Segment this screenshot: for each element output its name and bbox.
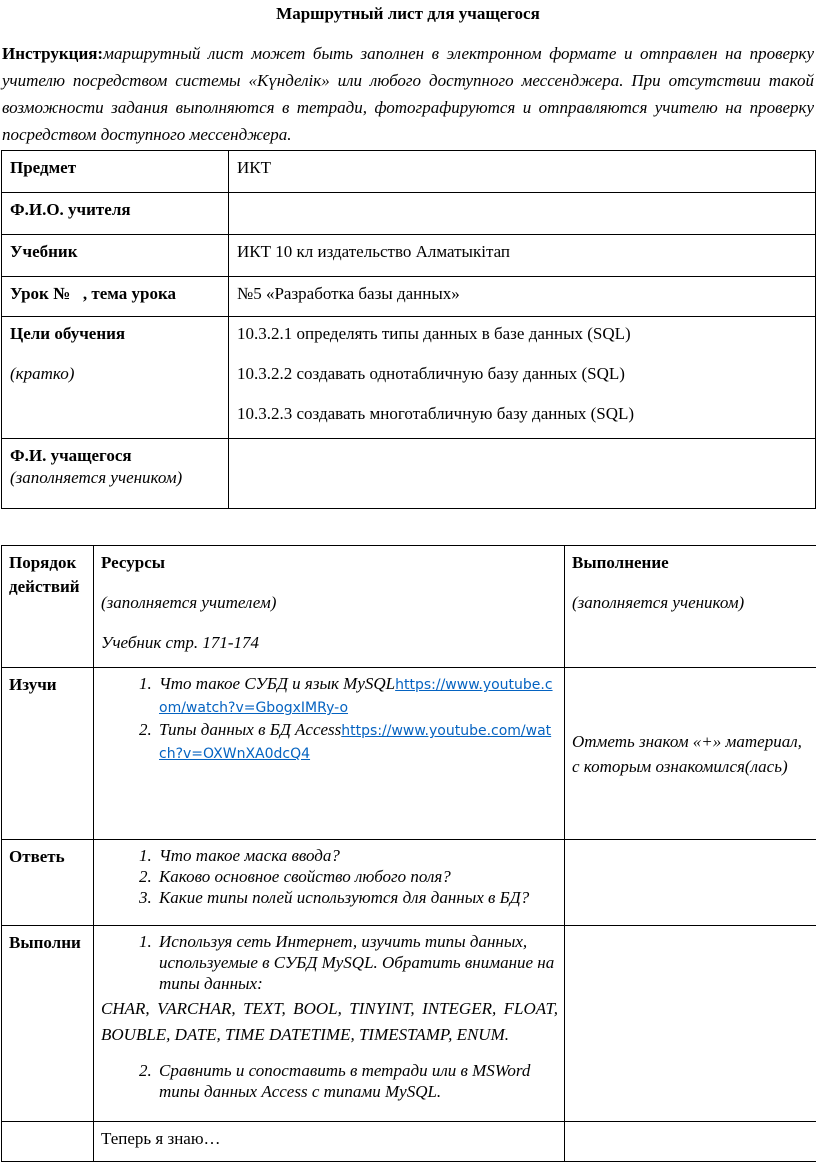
list-item: 3. Какие типы полей используются для данных в БД? [156,887,558,908]
cell-order-header [2,546,94,668]
goals-label: Цели обучения [10,324,126,343]
subject-value: ИКТ [237,158,271,177]
cell-know-empty [2,1122,94,1162]
info-table [1,150,816,509]
study-list [101,673,558,765]
row-student [2,439,816,509]
answer-label: Ответь [9,847,65,866]
cell-know[interactable] [94,1122,565,1162]
textbook-label: Учебник [10,242,78,261]
order-header: Порядок действий [9,553,80,596]
row-subject [2,151,816,193]
cell-answer-items [94,840,565,926]
route-table [1,545,816,1162]
row-know [2,1122,816,1162]
cell-know-execution[interactable] [565,1122,816,1162]
list-item: 1. Что такое маска ввода? [156,845,558,866]
cell-answer-label [2,840,94,926]
data-types: CHAR, VARCHAR, TEXT, BOOL, TINYINT, INTEGER, FLOAT, BOUBLE, DATE, TIME DATETIME, TIMESTAMP, ENUM. [101,999,558,1044]
page-title: Маршрутный лист для учащегося [276,4,540,23]
do-label: Выполни [9,933,81,952]
cell-goals-value[interactable] [229,317,816,439]
goal-item: 10.3.2.2 создавать однотабличную базу данных (SQL) [237,364,625,383]
study-execution-text: Отметь знаком «+» материал, с которым ознакомился(лась) [572,732,802,776]
row-goals [2,317,816,439]
cell-study-execution[interactable] [565,668,816,840]
teacher-label: Ф.И.О. учителя [10,200,131,219]
cell-student-value[interactable] [229,439,816,509]
row-study [2,668,816,840]
row-lesson [2,277,816,317]
goal-item: 10.3.2.1 определять типы данных в базе данных (SQL) [237,324,631,343]
cell-lesson-value[interactable] [229,277,816,317]
list-item: 2. Сравнить и сопоставить в тетради или в MSWord типы данных Access с типами MySQL. [156,1060,558,1102]
cell-study-label [2,668,94,840]
execution-note: (заполняется учеником) [572,593,745,612]
execution-header: Выполнение [572,553,669,572]
subject-label: Предмет [10,158,77,177]
cell-textbook-value[interactable] [229,235,816,277]
cell-teacher-value[interactable] [229,193,816,235]
cell-subject-value[interactable] [229,151,816,193]
goals-sublabel: (кратко) [10,364,75,383]
row-teacher [2,193,816,235]
list-item [156,673,558,719]
answer-list [101,845,558,908]
student-label: Ф.И. учащегося [10,446,132,465]
instruction-text: маршрутный лист может быть заполнен в электронном формате и отправлен на проверку учителю посредством системы «Күнделік» или любого доступного мессенджера. При отсутствии такой возможности задания выполняются в тетради, фотографируются и отправляются учителю на проверку посредством доступного мессенджера. [2,44,814,144]
cell-student-label [2,439,229,509]
video-link[interactable]: https://www.youtube.com/watch?v=GbogxIMRy-o [159,677,553,716]
study-label: Изучи [9,675,57,694]
textbook-value: ИКТ 10 кл издательство Алматыкітап [237,242,510,261]
row-header [2,546,816,668]
cell-answer-execution[interactable] [565,840,816,926]
lesson-value: №5 «Разработка базы данных» [237,284,460,303]
video-link[interactable]: https://www.youtube.com/watch?v=OXWnXA0dcQ4 [159,723,552,762]
row-answer [2,840,816,926]
list-item: 2. Каково основное свойство любого поля? [156,866,558,887]
know-label: Теперь я знаю… [101,1129,221,1148]
cell-textbook-label [2,235,229,277]
cell-study-items [94,668,565,840]
lesson-label: Урок № , тема урока [10,284,177,303]
do-list-2 [101,1060,558,1102]
student-sublabel: (заполняется учеником) [10,468,183,487]
row-textbook [2,235,816,277]
list-item: 1. Используя сеть Интернет, изучить типы данных, используемые в СУБД MySQL. Обратить внимание на типы данных: [156,931,558,994]
row-do [2,926,816,1122]
cell-do-execution[interactable] [565,926,816,1122]
cell-do-label [2,926,94,1122]
cell-teacher-label [2,193,229,235]
cell-execution-header [565,546,816,668]
cell-resources-header [94,546,565,668]
resources-note: (заполняется учителем) [101,593,277,612]
cell-subject-label [2,151,229,193]
instruction-label: Инструкция: [2,44,104,63]
instruction-block [2,40,814,148]
goal-item: 10.3.2.3 создавать многотабличную базу данных (SQL) [237,404,635,423]
resources-book: Учебник стр. 171-174 [101,633,260,652]
list-item [156,719,558,765]
cell-goals-label [2,317,229,439]
study-item-text: Типы данных в БД Access [159,720,342,739]
do-list [101,931,558,994]
resources-header: Ресурсы [101,553,166,572]
cell-do-items [94,926,565,1122]
cell-lesson-label [2,277,229,317]
study-item-text: Что такое СУБД и язык MySQL [159,674,396,693]
